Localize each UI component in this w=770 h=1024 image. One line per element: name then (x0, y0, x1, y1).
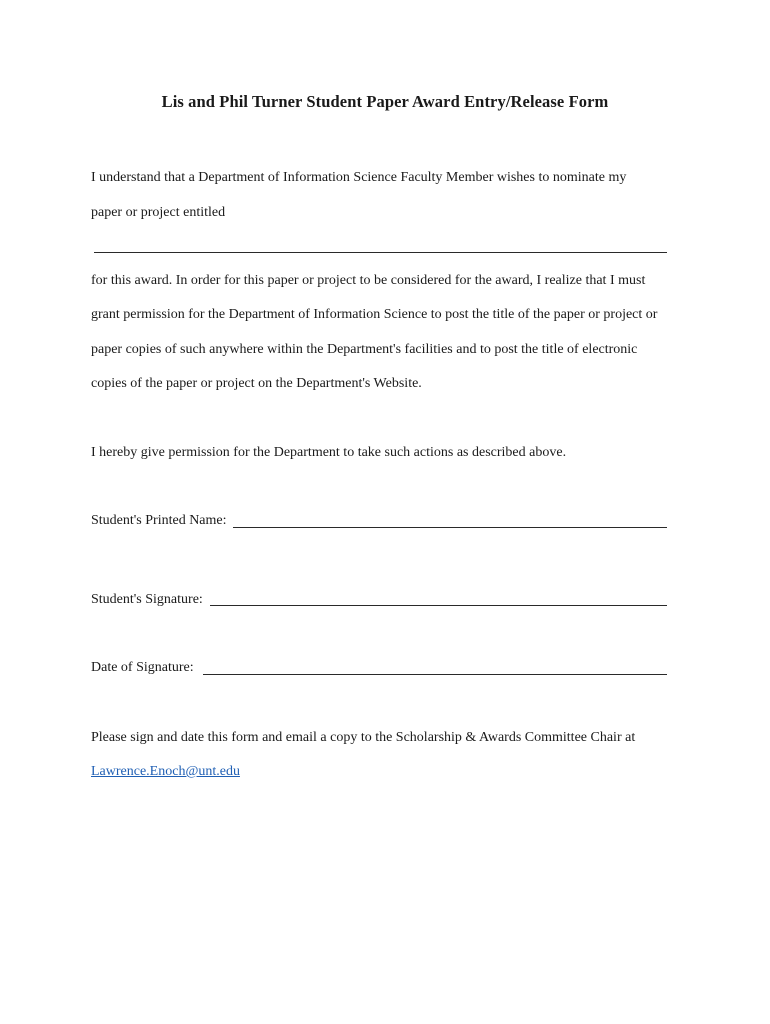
closing-instructions: Please sign and date this form and email a copy to the Scholarship & Awards Committee Chair at (91, 730, 636, 745)
form-title: Lis and Phil Turner Student Paper Award Entry/Release Form (161, 92, 609, 111)
date-blank[interactable] (203, 674, 667, 675)
signature-label: Student's Signature: (91, 592, 203, 607)
email-line (91, 763, 240, 781)
intro-line-2: paper or project entitled (91, 205, 226, 220)
paper-title-blank[interactable] (94, 252, 667, 253)
permission-statement: I hereby give permission for the Department to take such actions as described above. (91, 445, 567, 460)
printed-name-blank[interactable] (233, 527, 667, 528)
signature-blank[interactable] (210, 605, 667, 606)
body-line-4: copies of the paper or project on the Department's Website. (91, 376, 422, 391)
body-line-2: grant permission for the Department of Information Science to post the title of the paper or project or (91, 307, 658, 322)
email-link[interactable]: Lawrence.Enoch@unt.edu (91, 764, 240, 779)
date-label: Date of Signature: (91, 660, 194, 675)
intro-line-1: I understand that a Department of Information Science Faculty Member wishes to nominate my (91, 170, 627, 185)
body-line-1: for this award. In order for this paper or project to be considered for the award, I realize that I must (91, 273, 646, 288)
body-line-3: paper copies of such anywhere within the Department's facilities and to post the title of electronic (91, 342, 638, 357)
printed-name-label: Student's Printed Name: (91, 513, 227, 528)
